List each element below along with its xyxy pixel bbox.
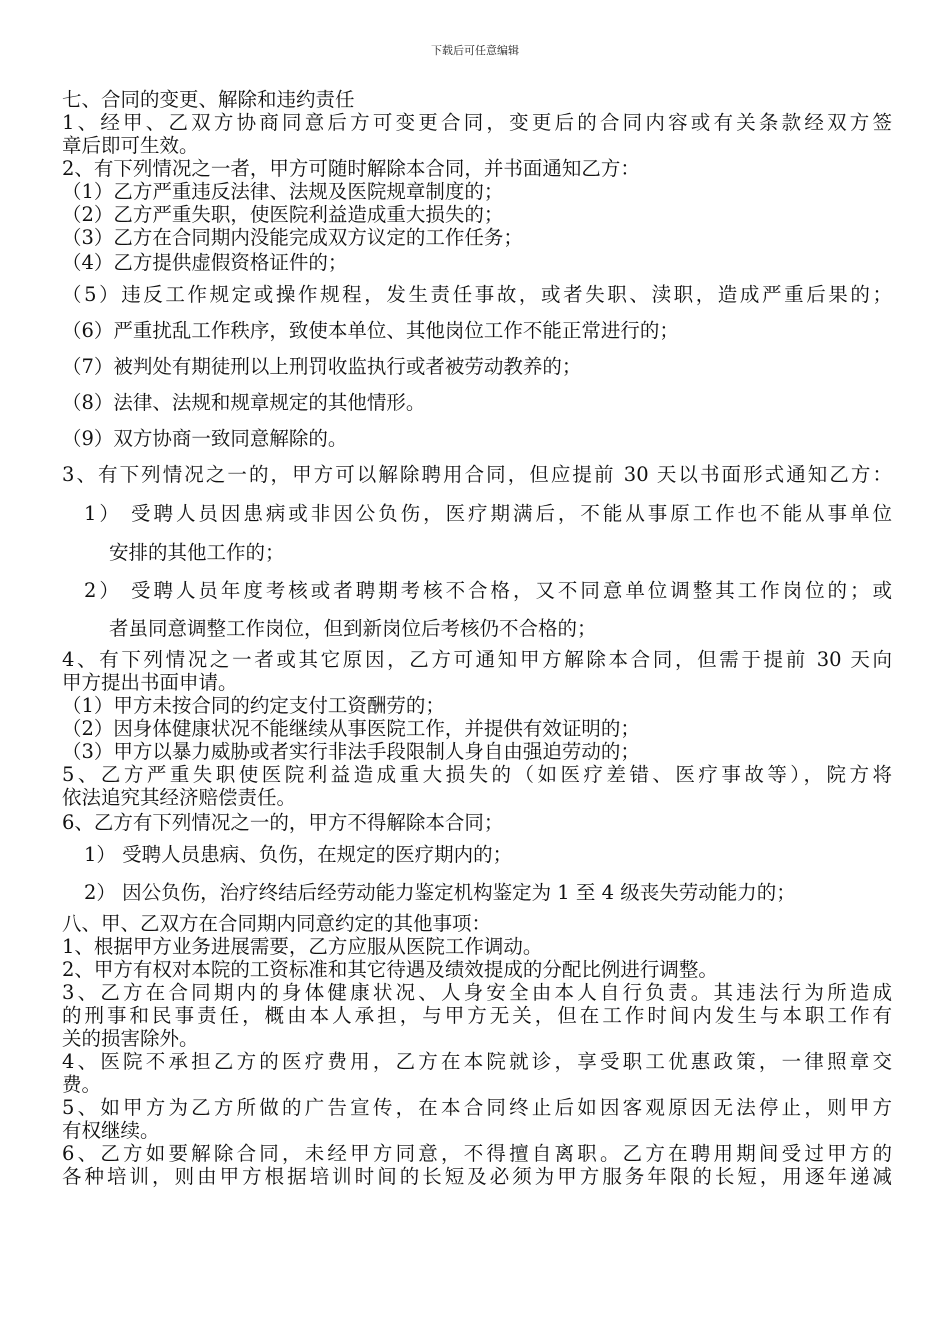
list-item: （1）乙方严重违反法律、法规及医院规章制度的； (62, 180, 504, 203)
sub-item: 1） 受聘人员因患病或非因公负伤，医疗期满后，不能从事原工作也不能从事单位 (84, 502, 892, 525)
section-heading: 八、甲、乙双方在合同期内同意约定的其他事项： (62, 912, 492, 935)
text-line: 5、如甲方为乙方所做的广告宣传，在本合同终止后如因客观原因无法停止，则甲方 (62, 1096, 892, 1119)
contract-body (62, 88, 892, 1188)
list-item: （8）法律、法规和规章规定的其他情形。 (62, 391, 426, 414)
sub-item: 者虽同意调整工作岗位，但到新岗位后考核仍不合格的； (109, 617, 597, 640)
text-line: 1、根据甲方业务进展需要，乙方应服从医院工作调动。 (62, 935, 543, 958)
sub-item: 1） 受聘人员患病、负伤，在规定的医疗期内的； (84, 843, 513, 866)
text-line: 3、有下列情况之一的，甲方可以解除聘用合同，但应提前 30 天以书面形式通知乙方： (62, 463, 892, 486)
text-line: 甲方提出书面申请。 (62, 671, 238, 694)
text-line: 2、有下列情况之一者，甲方可随时解除本合同，并书面通知乙方： (62, 157, 640, 180)
list-item: （2）因身体健康状况不能继续从事医院工作，并提供有效证明的； (62, 717, 640, 740)
text-line: 4、有下列情况之一者或其它原因，乙方可通知甲方解除本合同，但需于提前 30 天向 (62, 648, 892, 671)
list-item: （2）乙方严重失职，使医院利益造成重大损失的； (62, 203, 504, 226)
list-item: （7）被判处有期徒刑以上刑罚收监执行或者被劳动教养的； (62, 355, 582, 378)
text-line: 有权继续。 (62, 1119, 160, 1142)
sub-item: 2） 因公负伤，治疗终结后经劳动能力鉴定机构鉴定为 1 至 4 级丧失劳动能力的； (84, 881, 796, 904)
text-line: 关的损害除外。 (62, 1027, 199, 1050)
sub-item: 安排的其他工作的； (109, 541, 285, 564)
text-line: 各种培训，则由甲方根据培训时间的长短及必须为甲方服务年限的长短，用逐年递减 (62, 1165, 892, 1188)
text-line: 的刑事和民事责任，概由本人承担，与甲方无关，但在工作时间内发生与本职工作有 (62, 1004, 892, 1027)
list-item: （4）乙方提供虚假资格证件的； (62, 251, 348, 274)
list-item: （3）乙方在合同期内没能完成双方议定的工作任务； (62, 226, 523, 249)
text-line: 6、乙方如要解除合同，未经甲方同意，不得擅自离职。乙方在聘用期间受过甲方的 (62, 1142, 892, 1165)
list-item: （5）违反工作规定或操作规程，发生责任事故，或者失职、渎职，造成严重后果的； (62, 283, 892, 306)
text-line: 1、经甲、乙双方协商同意后方可变更合同，变更后的合同内容或有关条款经双方签 (62, 111, 892, 134)
list-item: （3）甲方以暴力威胁或者实行非法手段限制人身自由强迫劳动的； (62, 740, 640, 763)
list-item: （1）甲方未按合同的约定支付工资酬劳的； (62, 694, 445, 717)
text-line: 6、乙方有下列情况之一的，甲方不得解除本合同； (62, 811, 504, 834)
text-line: 5、乙方严重失职使医院利益造成重大损失的（如医疗差错、医疗事故等），院方将 (62, 763, 892, 786)
text-line: 依法追究其经济赔偿责任。 (62, 786, 297, 809)
text-line: 4、医院不承担乙方的医疗费用，乙方在本院就诊，享受职工优惠政策，一律照章交 (62, 1050, 892, 1073)
section-heading: 七、合同的变更、解除和违约责任 (62, 88, 355, 111)
text-line: 章后即可生效。 (62, 134, 199, 157)
sub-item: 2） 受聘人员年度考核或者聘期考核不合格，又不同意单位调整其工作岗位的；或 (84, 579, 892, 602)
text-line: 2、甲方有权对本院的工资标准和其它待遇及绩效提成的分配比例进行调整。 (62, 958, 718, 981)
list-item: （6）严重扰乱工作秩序，致使本单位、其他岗位工作不能正常进行的； (62, 319, 679, 342)
text-line: 3、乙方在合同期内的身体健康状况、人身安全由本人自行负责。其违法行为所造成 (62, 981, 892, 1004)
page-header-note: 下载后可任意编辑 (431, 44, 519, 57)
text-line: 费。 (62, 1073, 102, 1096)
list-item: （9）双方协商一致同意解除的。 (62, 427, 348, 450)
